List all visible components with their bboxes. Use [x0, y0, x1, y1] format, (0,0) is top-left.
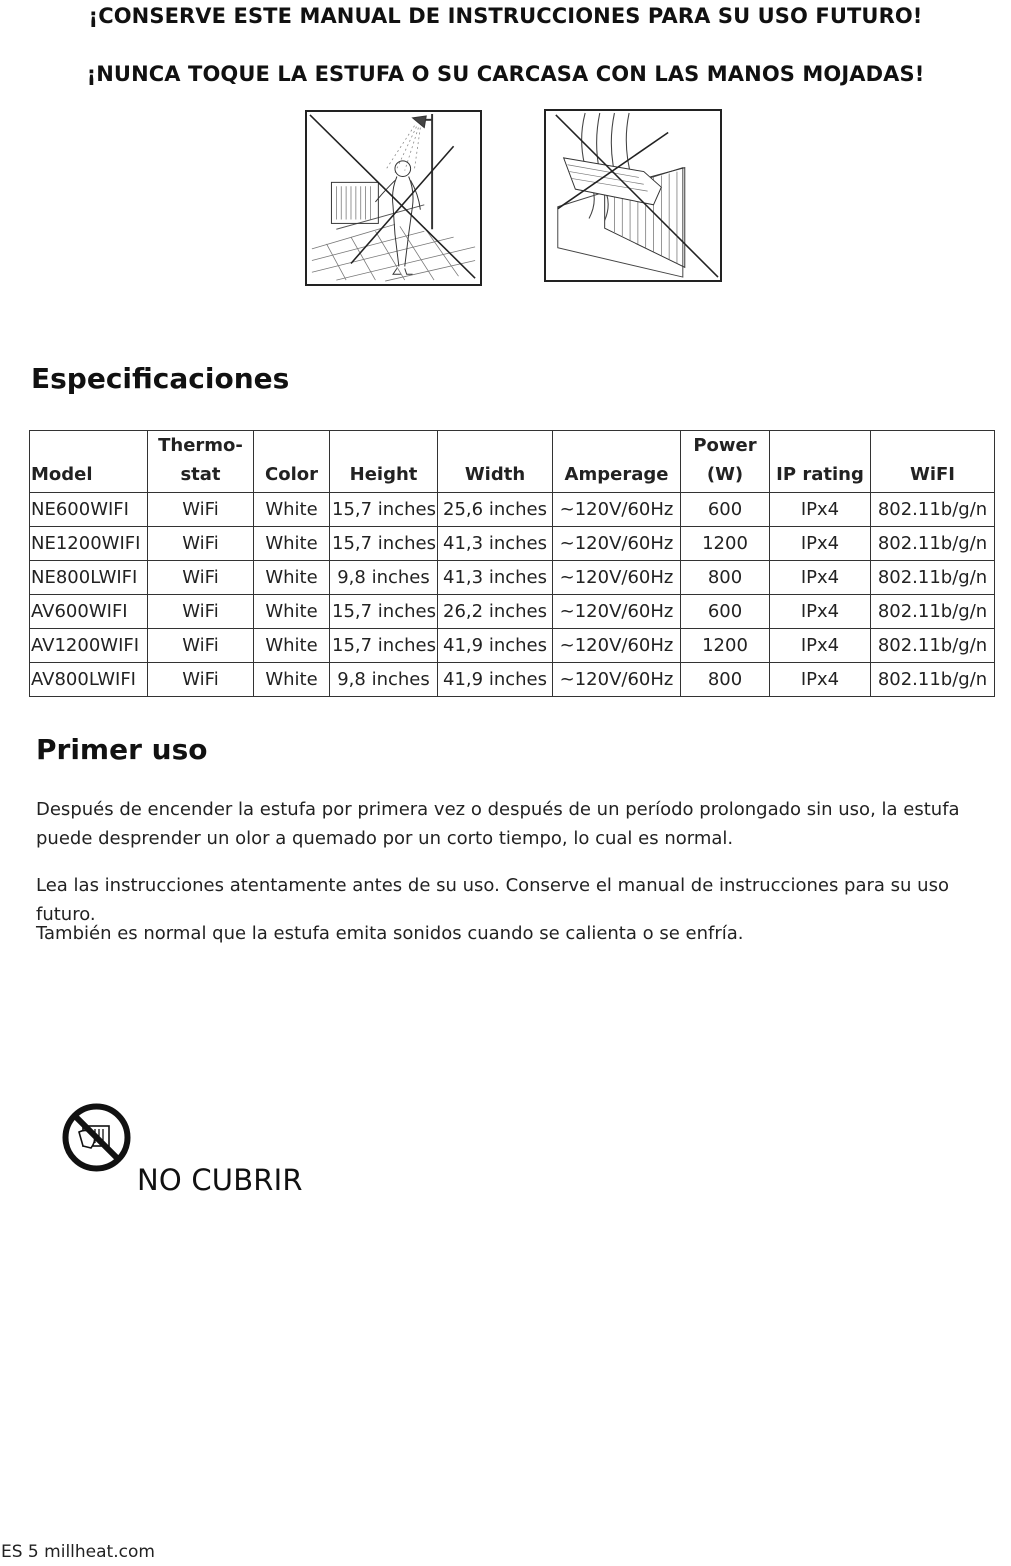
cell-thermostat: WiFi — [148, 663, 254, 697]
cell-ip-rating: IPx4 — [770, 629, 871, 663]
cell-color: White — [254, 663, 330, 697]
header-amperage: Amperage — [553, 431, 681, 493]
cell-color: White — [254, 493, 330, 527]
first-use-paragraph: También es normal que la estufa emita sonidos cuando se calienta o se enfría. — [36, 923, 744, 944]
header-model: Model — [30, 431, 148, 493]
cell-ip-rating: IPx4 — [770, 561, 871, 595]
table-row — [30, 527, 995, 561]
warning-keep-manual: ¡CONSERVE ESTE MANUAL DE INSTRUCCIONES PARA SU USO FUTURO! — [88, 4, 923, 28]
cell-amperage: ~120V/60Hz — [553, 663, 681, 697]
first-use-paragraph: Lea las instrucciones atentamente antes de su uso. Conserve el manual de instrucciones para su uso futuro. — [36, 875, 949, 925]
specifications-table — [29, 430, 995, 697]
cell-model: AV800LWIFI — [30, 663, 148, 697]
cell-width: 41,3 inches — [438, 527, 553, 561]
table-row — [30, 493, 995, 527]
cell-color: White — [254, 527, 330, 561]
cell-amperage: ~120V/60Hz — [553, 527, 681, 561]
header-height: Height — [330, 431, 438, 493]
cell-height: 15,7 inches — [330, 629, 438, 663]
table-row — [30, 629, 995, 663]
cell-thermostat: WiFi — [148, 595, 254, 629]
table-header-row — [30, 431, 995, 493]
cell-model: NE1200WIFI — [30, 527, 148, 561]
cell-height: 9,8 inches — [330, 561, 438, 595]
cell-thermostat: WiFi — [148, 629, 254, 663]
warning-wet-hands: ¡NUNCA TOQUE LA ESTUFA O SU CARCASA CON LAS MANOS MOJADAS! — [86, 62, 925, 86]
cell-model: NE800LWIFI — [30, 561, 148, 595]
cell-color: White — [254, 561, 330, 595]
first-use-heading: Primer uso — [36, 733, 208, 766]
cell-width: 25,6 inches — [438, 493, 553, 527]
cell-color: White — [254, 629, 330, 663]
table-row — [30, 595, 995, 629]
cell-wifi: 802.11b/g/n — [871, 493, 995, 527]
cell-width: 41,9 inches — [438, 629, 553, 663]
cell-amperage: ~120V/60Hz — [553, 561, 681, 595]
header-thermostat: Thermo- stat — [148, 431, 254, 493]
specifications-heading: Especificaciones — [31, 362, 290, 395]
cell-ip-rating: IPx4 — [770, 663, 871, 697]
cell-wifi: 802.11b/g/n — [871, 527, 995, 561]
cell-height: 9,8 inches — [330, 663, 438, 697]
cell-power: 600 — [681, 493, 770, 527]
cell-power: 1200 — [681, 629, 770, 663]
cell-model: AV1200WIFI — [30, 629, 148, 663]
cell-wifi: 802.11b/g/n — [871, 561, 995, 595]
cell-power: 1200 — [681, 527, 770, 561]
cell-power: 600 — [681, 595, 770, 629]
cell-ip-rating: IPx4 — [770, 527, 871, 561]
cell-thermostat: WiFi — [148, 493, 254, 527]
cell-wifi: 802.11b/g/n — [871, 595, 995, 629]
cell-width: 26,2 inches — [438, 595, 553, 629]
cell-ip-rating: IPx4 — [770, 493, 871, 527]
no-use-near-shower-illustration — [305, 110, 482, 286]
no-cover-label: NO CUBRIR — [137, 1163, 303, 1197]
cell-height: 15,7 inches — [330, 527, 438, 561]
cell-thermostat: WiFi — [148, 561, 254, 595]
table-row — [30, 663, 995, 697]
cell-wifi: 802.11b/g/n — [871, 663, 995, 697]
page-footer: ES 5 millheat.com — [1, 1542, 155, 1562]
cell-power: 800 — [681, 663, 770, 697]
header-ip-rating: IP rating — [770, 431, 871, 493]
cell-width: 41,3 inches — [438, 561, 553, 595]
header-width: Width — [438, 431, 553, 493]
cell-thermostat: WiFi — [148, 527, 254, 561]
cell-amperage: ~120V/60Hz — [553, 595, 681, 629]
table-row — [30, 561, 995, 595]
cell-model: AV600WIFI — [30, 595, 148, 629]
cell-wifi: 802.11b/g/n — [871, 629, 995, 663]
no-cover-icon — [61, 1102, 132, 1173]
first-use-paragraph: Después de encender la estufa por primera vez o después de un período prolongado sin uso, la estufa puede desprender un olor a quemado por un corto tiempo, lo cual es normal. — [36, 799, 960, 849]
cell-amperage: ~120V/60Hz — [553, 629, 681, 663]
cell-power: 800 — [681, 561, 770, 595]
cell-color: White — [254, 595, 330, 629]
cell-width: 41,9 inches — [438, 663, 553, 697]
header-power: Power (W) — [681, 431, 770, 493]
cell-height: 15,7 inches — [330, 595, 438, 629]
cell-height: 15,7 inches — [330, 493, 438, 527]
cell-ip-rating: IPx4 — [770, 595, 871, 629]
no-cover-with-towel-illustration — [544, 109, 722, 282]
cell-amperage: ~120V/60Hz — [553, 493, 681, 527]
cell-model: NE600WIFI — [30, 493, 148, 527]
header-color: Color — [254, 431, 330, 493]
header-wifi: WiFI — [871, 431, 995, 493]
